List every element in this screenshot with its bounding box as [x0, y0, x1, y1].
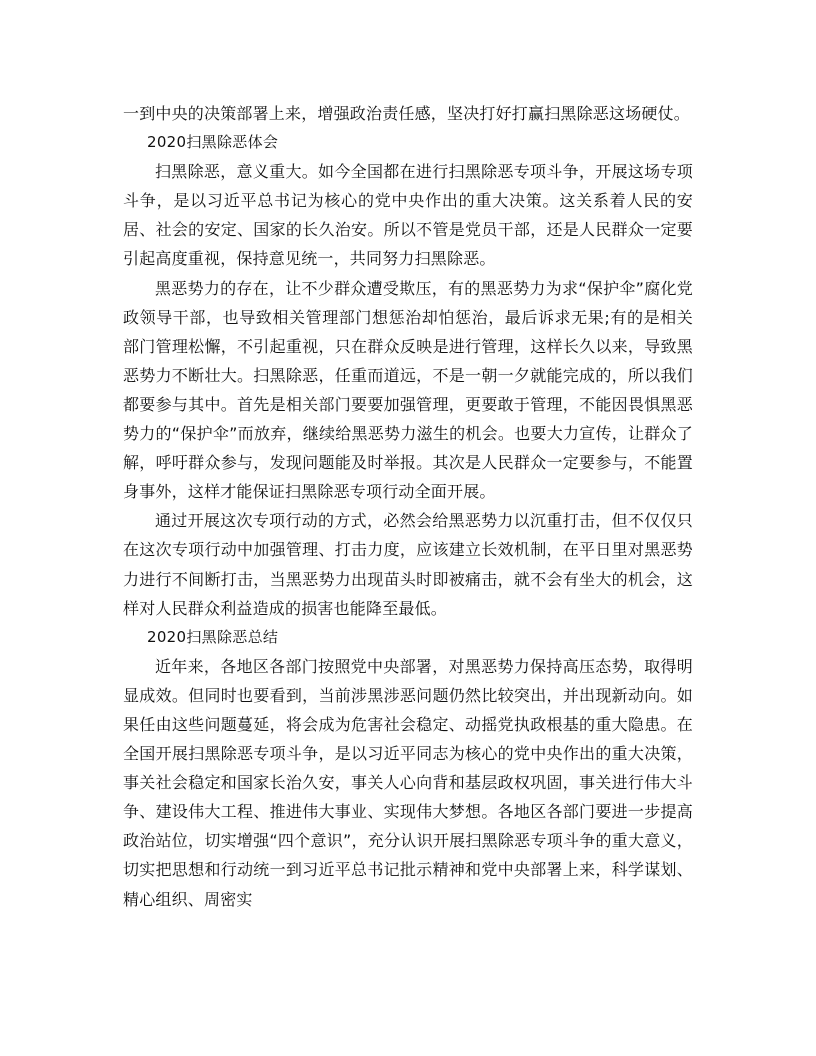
section-heading-experience: 2020扫黑除恶体会 [147, 133, 279, 152]
section-heading-summary: 2020扫黑除恶总结 [147, 627, 279, 646]
paragraph-gang-forces: 黑恶势力的存在，让不少群众遭受欺压，有的黑恶势力为求“保护伞”腐化党政领导干部，也导致相关管理部门想惩治却怕惩治，最后诉求无果;有的是相关部门管理松懈，不引起重视，只在群众反映是进行管理，这样长久以来，导致黑恶势力不断壮大。扫黑除恶，任重而道远，不是一朝一夕就能完成的，所以我们都要参与其中。首先是相关部门要要加强管理，更要敢于管理，不能因畏惧黑恶势力的“保护伞”而放弃，继续给黑恶势力滋生的机会。也要大力宣传，让群众了解，呼吁群众参与，发现问题能及时举报。其次是人民群众一定要参与，不能置身事外，这样才能保证扫黑除恶专项行动全面开展。 [123, 278, 693, 502]
paragraph-continuation: 一到中央的决策部署上来，增强政治责任感，坚决打好打赢扫黑除恶这场硬仗。 [123, 104, 691, 123]
paragraph-significance: 扫黑除恶，意义重大。如今全国都在进行扫黑除恶专项斗争，开展这场专项斗争，是以习近平总书记为核心的党中央作出的重大决策。这关系着人民的安居、社会的安定、国家的长久治安。所以不管是党员干部，还是人民群众一定要引起高度重视，保持意见统一，共同努力扫黑除恶。 [123, 162, 693, 269]
document-page [123, 99, 693, 914]
paragraph-summary-body: 近年来，各地区各部门按照党中央部署，对黑恶势力保持高压态势，取得明显成效。但同时也要看到，当前涉黑涉恶问题仍然比较突出，并出现新动向。如果任由这些问题蔓延，将会成为危害社会稳定、动摇党执政根基的重大隐患。在全国开展扫黑除恶专项斗争，是以习近平同志为核心的党中央作出的重大决策，事关社会稳定和国家长治久安，事关人心向背和基层政权巩固，事关进行伟大斗争、建设伟大工程、推进伟大事业、实现伟大梦想。各地区各部门要进一步提高政治站位，切实增强“四个意识”，充分认识开展扫黑除恶专项斗争的重大意义，切实把思想和行动统一到习近平总书记批示精神和党中央部署上来，科学谋划、精心组织、周密实 [123, 656, 693, 909]
paragraph-long-term-mechanism: 通过开展这次专项行动的方式，必然会给黑恶势力以沉重打击，但不仅仅只在这次专项行动中加强管理、打击力度，应该建立长效机制，在平日里对黑恶势力进行不间断打击，当黑恶势力出现苗头时即被痛击，就不会有坐大的机会，这样对人民群众利益造成的损害也能降至最低。 [123, 511, 693, 618]
